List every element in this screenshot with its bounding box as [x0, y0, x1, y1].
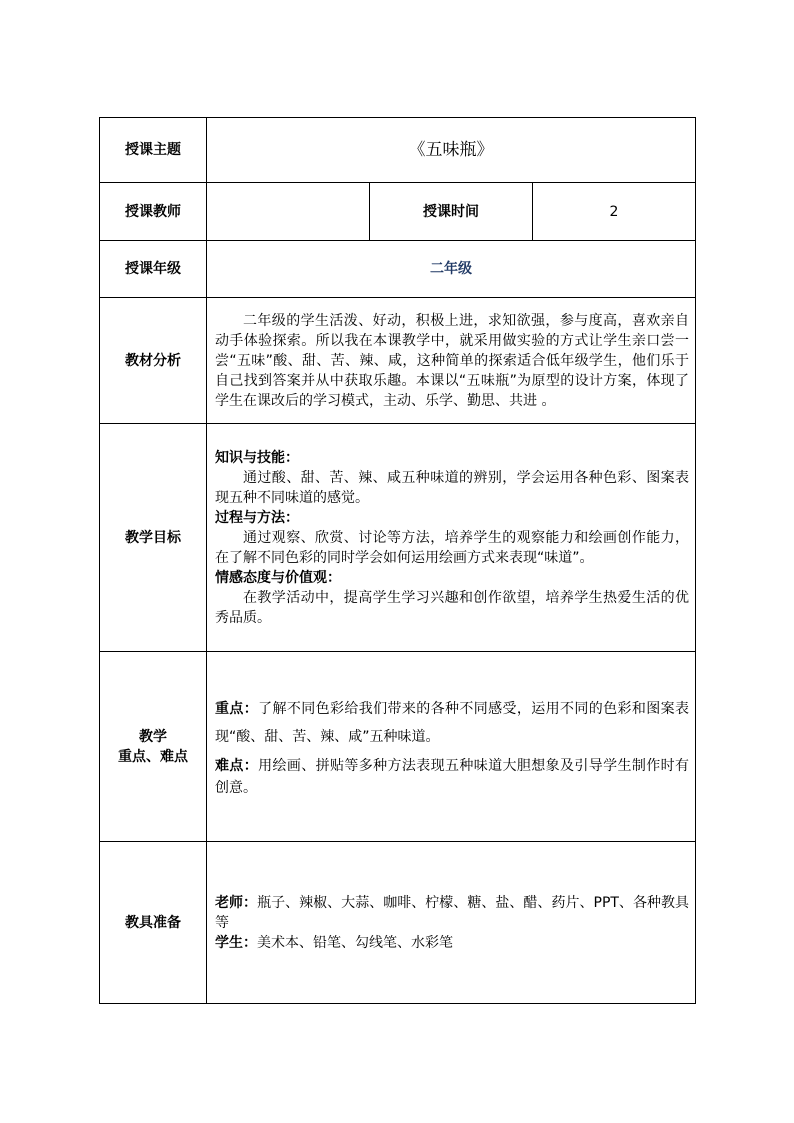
lesson-title: 《五味瓶》	[408, 139, 494, 160]
teacher-value	[207, 183, 370, 241]
materials-content	[207, 842, 696, 1004]
keypoints-label-line2: 重点、难点	[118, 748, 188, 765]
row-topic	[100, 118, 696, 183]
keypoints-label-line1: 教学	[139, 728, 167, 745]
analysis-text: 二年级的学生活泼、好动，积极上进，求知欲强，参与度高，喜欢亲自动手体验探索。所以我在本课教学中，就采用做实验的方式让学生亲口尝一尝“五味”酸、甜、苦、辣、咸，这种简单的探索适合低年级学生，他们乐于自己找到答案并从中获取乐趣。本课以“五味瓶”为原型的设计方案，体现了学生在课改后的学习模式，主动、乐学、勤思、共进 。	[215, 312, 690, 409]
teacher-materials-heading: 老师：	[215, 894, 258, 911]
key-point	[215, 695, 689, 751]
process-heading: 过程与方法：	[215, 509, 299, 526]
student-materials-text: 美术本、铅笔、勾线笔、水彩笔	[257, 934, 453, 951]
row-grade	[100, 241, 696, 298]
grade-value: 二年级	[430, 261, 473, 277]
row-teacher	[100, 183, 696, 241]
process-text: 通过观察、欣赏、讨论等方法，培养学生的观察能力和绘画创作能力，在了解不同色彩的同时学会如何运用绘画方式来表现“味道”。	[215, 529, 690, 566]
row-goals	[100, 424, 696, 652]
student-materials	[215, 933, 689, 953]
hard-text: 用绘画、拼贴等多种方法表现五种味道大胆想象及引导学生制作时有创意。	[215, 757, 690, 796]
teacher-materials-text: 瓶子、辣椒、大蒜、咖啡、柠檬、糖、盐、醋、药片、PPT、各种教具等	[215, 894, 690, 931]
keypoints-label	[100, 652, 207, 842]
knowledge-heading: 知识与技能：	[215, 449, 299, 466]
topic-label: 授课主题	[100, 118, 207, 183]
time-label: 授课时间	[370, 183, 533, 241]
goals-content	[207, 424, 696, 652]
analysis-content	[207, 298, 696, 424]
grade-cell	[207, 241, 696, 298]
teacher-label: 授课教师	[100, 183, 207, 241]
goals-label: 教学目标	[100, 424, 207, 652]
row-keypoints	[100, 652, 696, 842]
time-value: 2	[533, 183, 696, 241]
hard-point	[215, 755, 689, 799]
knowledge-text: 通过酸、甜、苦、辣、咸五种味道的辨别，学会运用各种色彩、图案表现五种不同味道的感觉。	[215, 469, 690, 506]
teacher-materials	[215, 893, 689, 933]
keypoints-content	[207, 652, 696, 842]
topic-value	[207, 118, 696, 183]
materials-label: 教具准备	[100, 842, 207, 1004]
key-text: 了解不同色彩给我们带来的各种不同感受，运用不同的色彩和图案表现“酸、甜、苦、辣、咸”五种味道。	[215, 700, 690, 745]
emotion-text: 在教学活动中，提高学生学习兴趣和创作欲望，培养学生热爱生活的优秀品质。	[215, 589, 690, 626]
hard-heading: 难点：	[215, 757, 259, 774]
key-heading: 重点：	[215, 700, 259, 717]
analysis-label: 教材分析	[100, 298, 207, 424]
emotion-heading: 情感态度与价值观：	[215, 569, 341, 586]
student-materials-heading: 学生：	[215, 934, 257, 951]
lesson-plan-table	[99, 117, 696, 1004]
row-materials	[100, 842, 696, 1004]
grade-label: 授课年级	[100, 241, 207, 298]
row-analysis	[100, 298, 696, 424]
